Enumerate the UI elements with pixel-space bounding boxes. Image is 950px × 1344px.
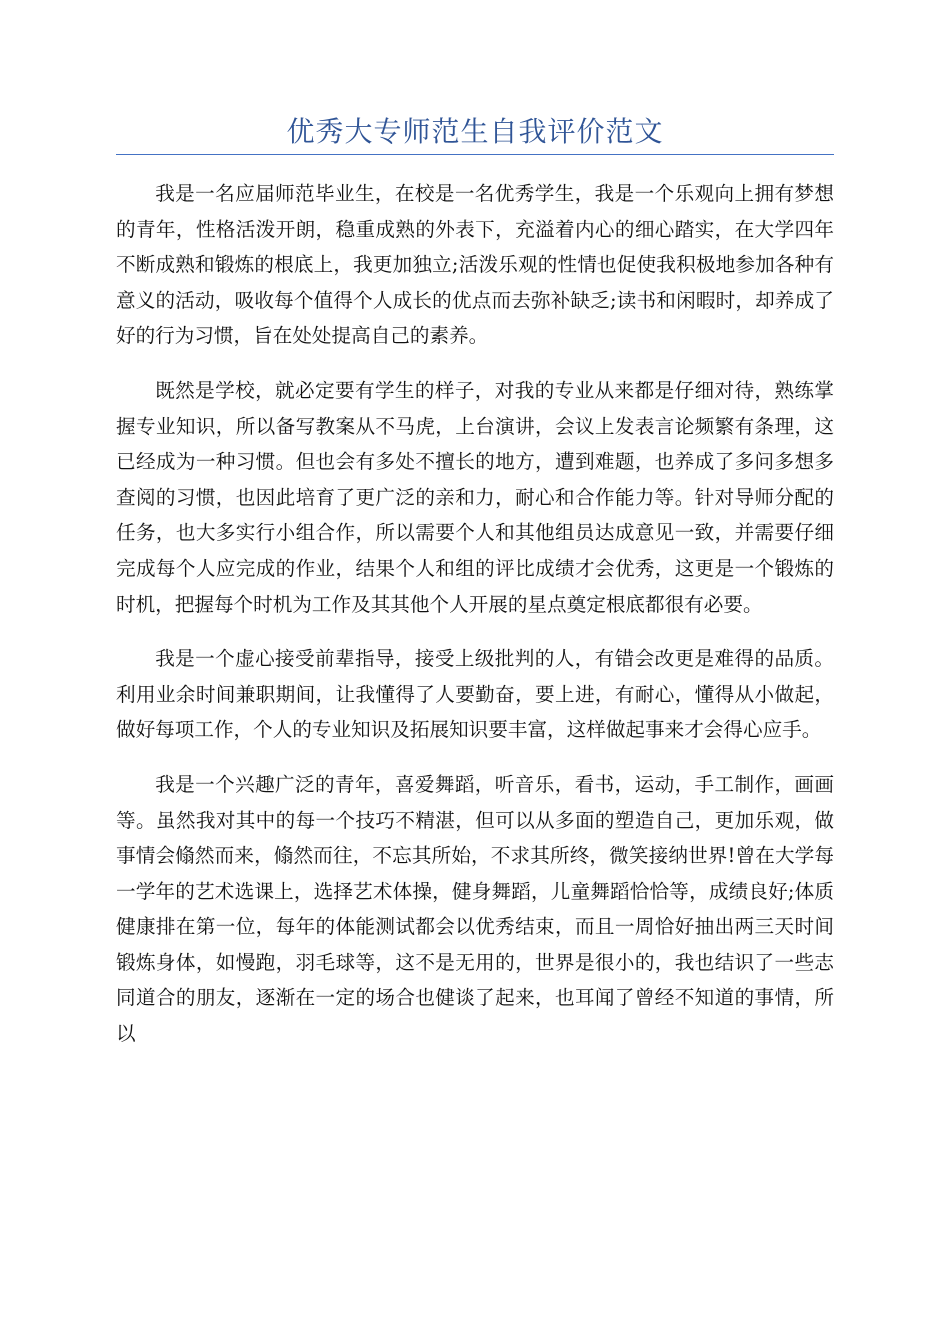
title-underline <box>116 154 834 155</box>
paragraph-2: 既然是学校，就必定要有学生的样子，对我的专业从来都是仔细对待，熟练掌握专业知识，所以备写教案从不马虎，上台演讲，会议上发表言论频繁有条理，这已经成为一种习惯。但也会有多处不擅长的地方，遭到难题，也养成了多问多想多查阅的习惯，也因此培育了更广泛的亲和力，耐心和合作能力等。针对导师分配的任务，也大多实行小组合作，所以需要个人和其他组员达成意见一致，并需要仔细完成每个人应完成的作业，结果个人和组的评比成绩才会优秀，这更是一个锻炼的时机，把握每个时机为工作及其其他个人开展的星点奠定根底都很有必要。 <box>116 378 834 616</box>
paragraph-1: 我是一名应届师范毕业生，在校是一名优秀学生，我是一个乐观向上拥有梦想的青年，性格活泼开朗，稳重成熟的外表下，充溢着内心的细心踏实，在大学四年不断成熟和锻炼的根底上，我更加独立;活泼乐观的性情也促使我积极地参加各种有意义的活动，吸收每个值得个人成长的优点而去弥补缺乏;读书和闲暇时，却养成了好的行为习惯，旨在处处提高自己的素养。 <box>116 182 834 348</box>
document-body <box>116 176 834 1071</box>
document-title: 优秀大专师范生自我评价范文 <box>286 115 664 148</box>
paragraph-4: 我是一个兴趣广泛的青年，喜爱舞蹈，听音乐，看书，运动，手工制作，画画等。虽然我对其中的每一个技巧不精湛，但可以从多面的塑造自己，更加乐观，做事情会翛然而来，翛然而往，不忘其所始，不求其所终，微笑接纳世界!曾在大学每一学年的艺术选课上，选择艺术体操，健身舞蹈，儿童舞蹈恰恰等，成绩良好;体质健康排在第一位，每年的体能测试都会以优秀结束，而且一周恰好抽出两三天时间锻炼身体，如慢跑，羽毛球等，这不是无用的，世界是很小的，我也结识了一些志同道合的朋友，逐渐在一定的场合也健谈了起来，也耳闻了曾经不知道的事情，所以 <box>116 772 834 1046</box>
paragraph-3: 我是一个虚心接受前辈指导，接受上级批判的人，有错会改更是难得的品质。利用业余时间兼职期间，让我懂得了人要勤奋，要上进，有耐心，懂得从小做起，做好每项工作，个人的专业知识及拓展知识要丰富，这样做起事来才会得心应手。 <box>116 647 834 742</box>
